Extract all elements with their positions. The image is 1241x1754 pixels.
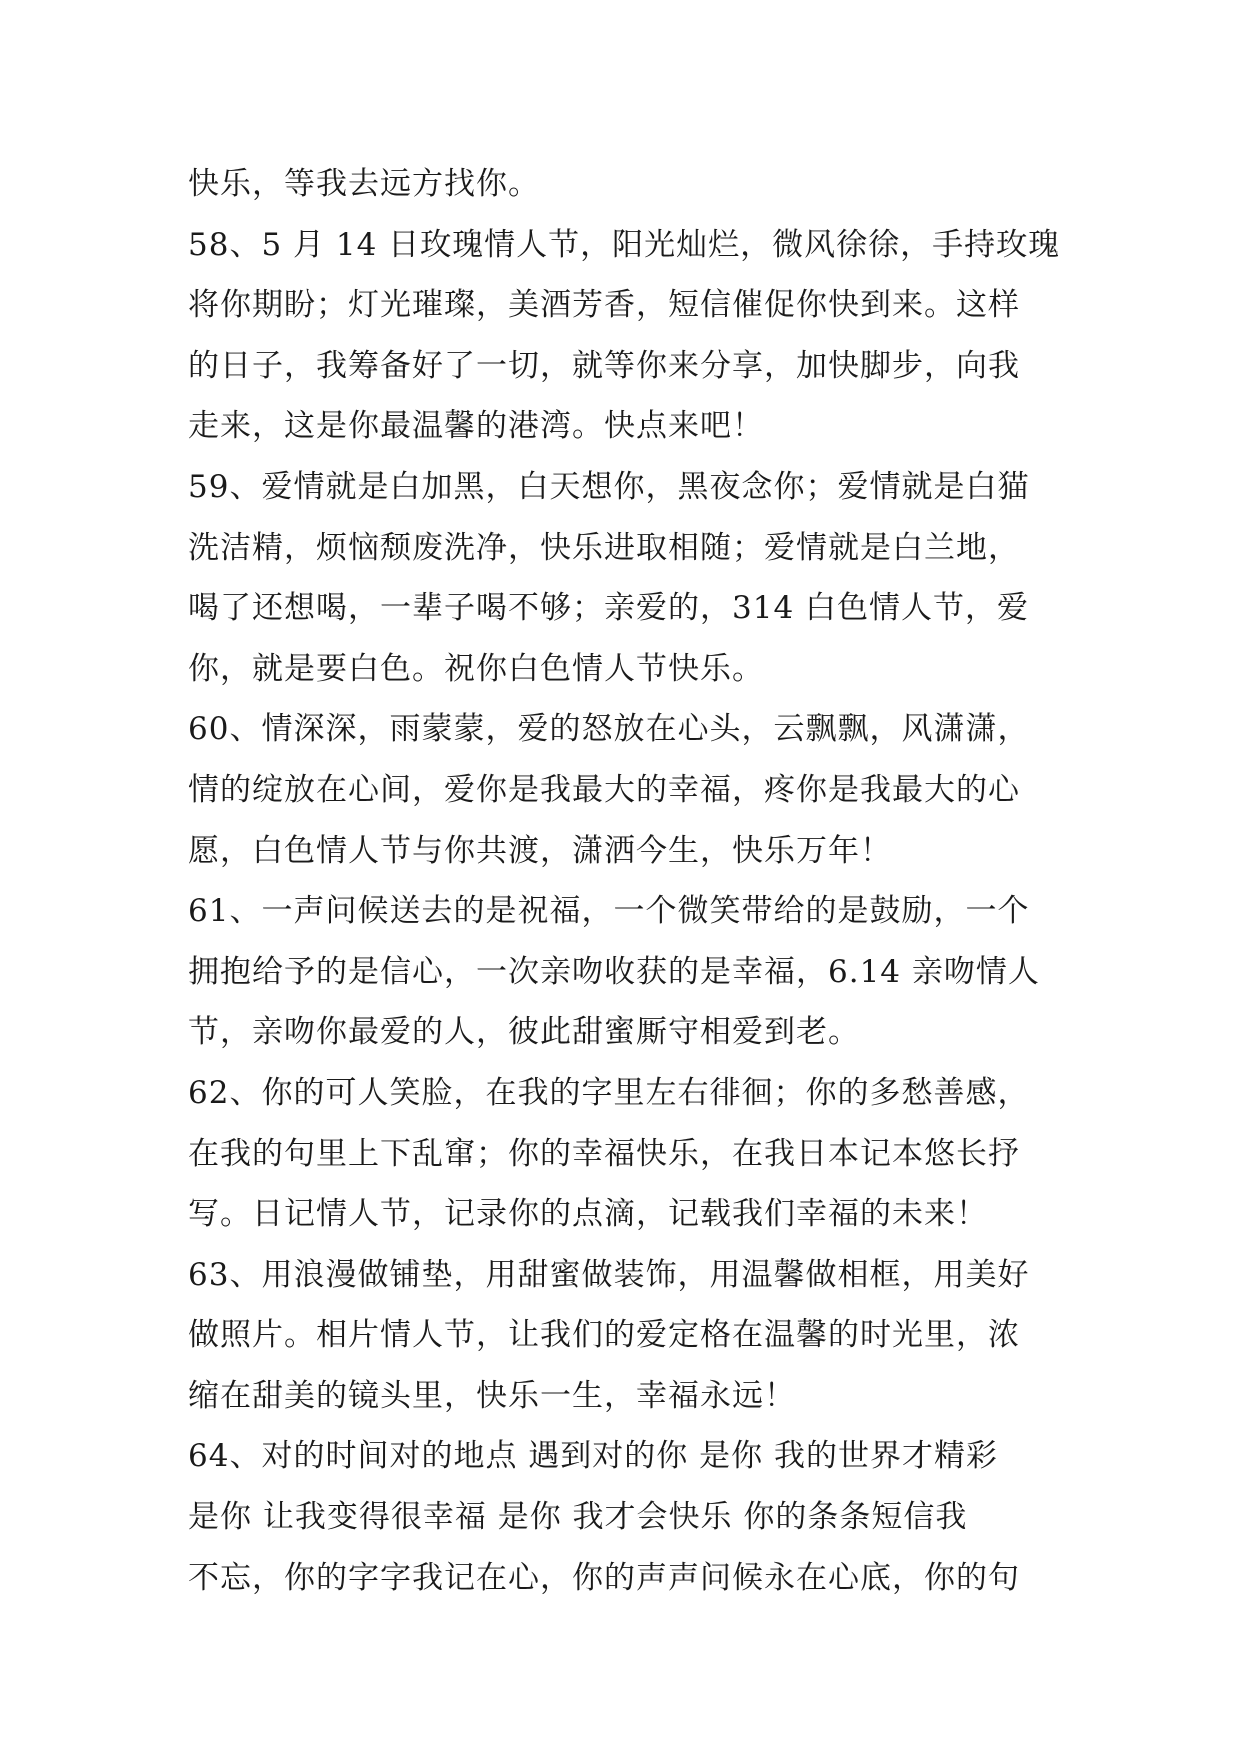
text-line: 节，亲吻你最爱的人，彼此甜蜜厮守相爱到老。: [188, 1014, 860, 1051]
text-line: 不忘，你的字字我记在心，你的声声问候永在心底，你的句: [188, 1559, 1020, 1596]
text-line: 64、对的时间对的地点 遇到对的你 是你 我的世界才精彩: [188, 1438, 999, 1475]
text-line: 写。日记情人节，记录你的点滴，记载我们幸福的未来！: [188, 1196, 988, 1233]
text-line: 愿，白色情人节与你共渡，潇洒今生，快乐万年！: [188, 832, 892, 869]
text-line: 58、5 月 14 日玫瑰情人节，阳光灿烂，微风徐徐，手持玫瑰: [188, 226, 1061, 263]
text-line: 62、你的可人笑脸，在我的字里左右徘徊；你的多愁善感，: [188, 1074, 1030, 1111]
text-line: 洗洁精，烦恼颓废洗净，快乐进取相随；爱情就是白兰地，: [188, 529, 1020, 566]
text-line: 将你期盼；灯光璀璨，美酒芳香，短信催促你快到来。这样: [188, 287, 1020, 324]
text-line: 快乐，等我去远方找你。: [188, 166, 540, 202]
text-line: 你，就是要白色。祝你白色情人节快乐。: [188, 650, 764, 687]
text-line: 走来，这是你最温馨的港湾。快点来吧！: [188, 408, 764, 445]
text-line: 59、爱情就是白加黑，白天想你，黑夜念你；爱情就是白猫: [188, 468, 1030, 505]
text-line: 在我的句里上下乱窜；你的幸福快乐，在我日本记本悠长抒: [188, 1135, 1020, 1172]
text-line: 是你 让我变得很幸福 是你 我才会快乐 你的条条短信我: [188, 1499, 968, 1536]
text-line: 63、用浪漫做铺垫，用甜蜜做装饰，用温馨做相框，用美好: [188, 1256, 1030, 1293]
text-line: 的日子，我筹备好了一切，就等你来分享，加快脚步，向我: [188, 347, 1020, 384]
text-line: 喝了还想喝，一辈子喝不够；亲爱的，314 白色情人节，爱: [188, 590, 1030, 627]
text-line: 做照片。相片情人节，让我们的爱定格在温馨的时光里，浓: [188, 1317, 1020, 1354]
text-line: 61、一声问候送去的是祝福，一个微笑带给的是鼓励，一个: [188, 893, 1030, 930]
body-text: [188, 154, 1068, 1608]
text-line: 拥抱给予的是信心，一次亲吻收获的是幸福，6.14 亲吻情人: [188, 953, 1040, 990]
text-line: 情的绽放在心间，爱你是我最大的幸福，疼你是我最大的心: [188, 771, 1020, 808]
text-line: 60、情深深，雨蒙蒙，爱的怒放在心头，云飘飘，风潇潇，: [188, 711, 1030, 748]
text-line: 缩在甜美的镜头里，快乐一生，幸福永远！: [188, 1377, 796, 1414]
